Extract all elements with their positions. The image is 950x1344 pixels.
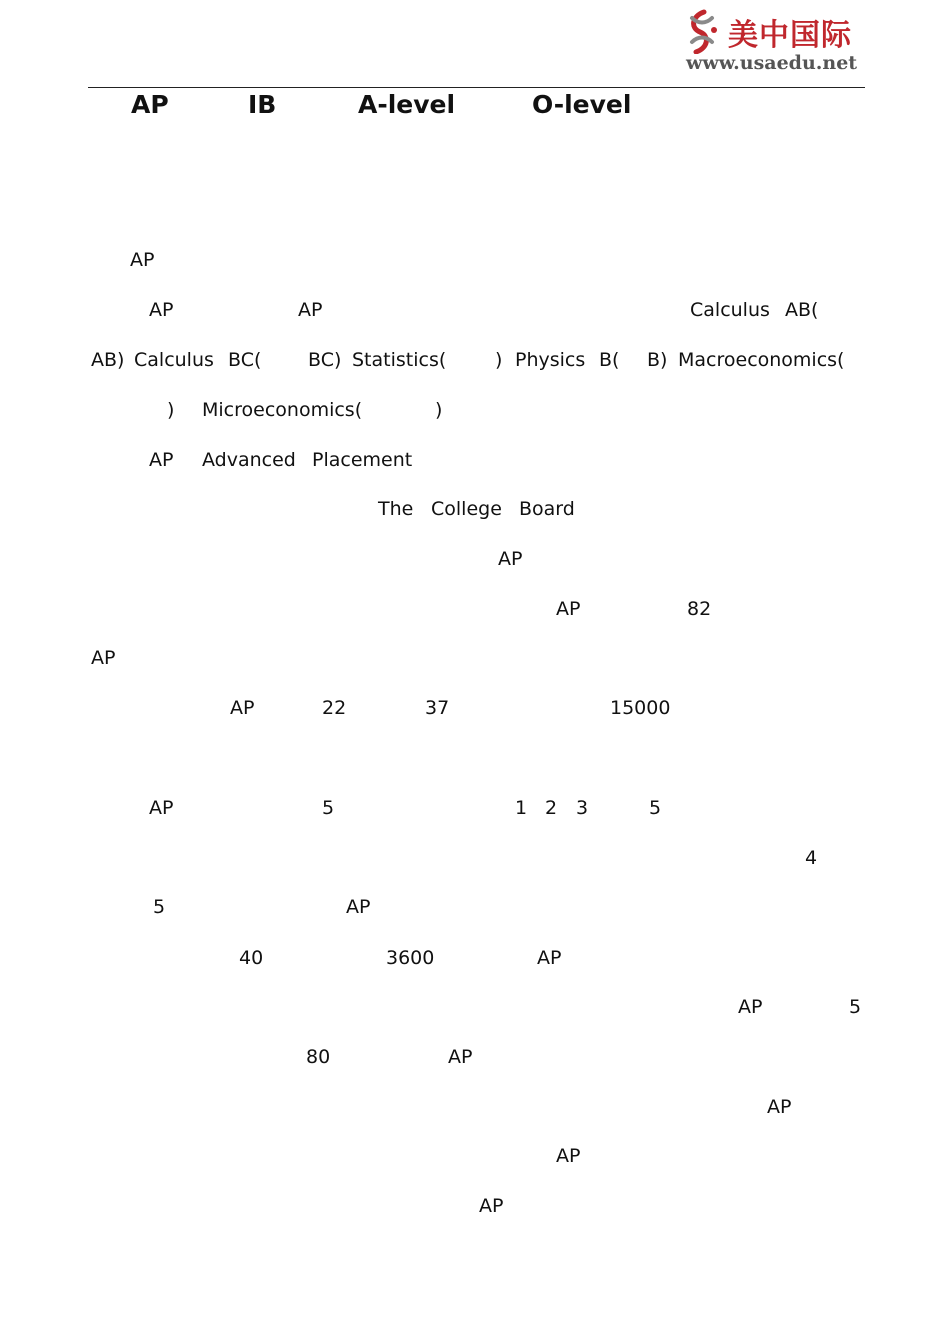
text-fragment: 1 [515, 797, 528, 819]
text-fragment: 82 [687, 598, 712, 620]
brand-logo-chinese: 美中国际 [728, 18, 852, 53]
text-fragment: AP [149, 797, 174, 819]
text-fragment: 5 [649, 797, 662, 819]
title-term-o-level: O-level [532, 90, 632, 119]
text-fragment: AP [479, 1195, 504, 1217]
text-fragment: 80 [306, 1046, 331, 1068]
brand-logo-url: www.usaedu.net [686, 52, 858, 74]
text-fragment: 40 [239, 947, 264, 969]
text-fragment: 3600 [386, 947, 435, 969]
text-fragment: College [431, 498, 502, 520]
text-fragment: 3 [576, 797, 589, 819]
text-fragment: Microeconomics( [202, 399, 363, 421]
text-fragment: ) [435, 399, 443, 421]
text-fragment: AP [498, 548, 523, 570]
text-fragment: AP [149, 449, 174, 471]
text-fragment: AP [149, 299, 174, 321]
brand-logo-icon [684, 8, 720, 54]
text-fragment: Macroeconomics( [678, 349, 845, 371]
text-fragment: 4 [805, 847, 818, 869]
text-fragment: AP [767, 1096, 792, 1118]
text-fragment: ) [167, 399, 175, 421]
brand-logo [684, 6, 864, 76]
text-fragment: B) [647, 349, 668, 371]
text-fragment: Statistics( [352, 349, 447, 371]
text-fragment: 37 [425, 697, 450, 719]
text-fragment: AP [448, 1046, 473, 1068]
text-fragment: Calculus [134, 349, 214, 371]
title-term-ap: AP [131, 90, 169, 119]
text-fragment: Physics [515, 349, 586, 371]
text-fragment: 5 [153, 896, 166, 918]
text-fragment: AP [230, 697, 255, 719]
text-fragment: AP [556, 1145, 581, 1167]
title-term-ib: IB [248, 90, 277, 119]
text-fragment: Board [519, 498, 575, 520]
text-fragment: Placement [312, 449, 413, 471]
title-term-a-level: A-level [358, 90, 456, 119]
text-fragment: 15000 [610, 697, 671, 719]
text-fragment: BC( [228, 349, 262, 371]
text-fragment: AP [556, 598, 581, 620]
text-fragment: 5 [849, 996, 862, 1018]
text-fragment: 22 [322, 697, 347, 719]
text-fragment: AP [130, 249, 155, 271]
text-fragment: The [378, 498, 414, 520]
text-fragment: AP [537, 947, 562, 969]
text-fragment: 2 [545, 797, 558, 819]
text-fragment: BC) [308, 349, 342, 371]
text-fragment: Advanced [202, 449, 296, 471]
text-fragment: AB( [785, 299, 819, 321]
text-fragment: 5 [322, 797, 335, 819]
header-divider [88, 87, 865, 88]
text-fragment: AB) [91, 349, 125, 371]
text-fragment: ) [495, 349, 503, 371]
text-fragment: AP [346, 896, 371, 918]
text-fragment: Calculus [690, 299, 770, 321]
text-fragment: AP [738, 996, 763, 1018]
text-fragment: AP [298, 299, 323, 321]
text-fragment: B( [599, 349, 620, 371]
text-fragment: AP [91, 647, 116, 669]
